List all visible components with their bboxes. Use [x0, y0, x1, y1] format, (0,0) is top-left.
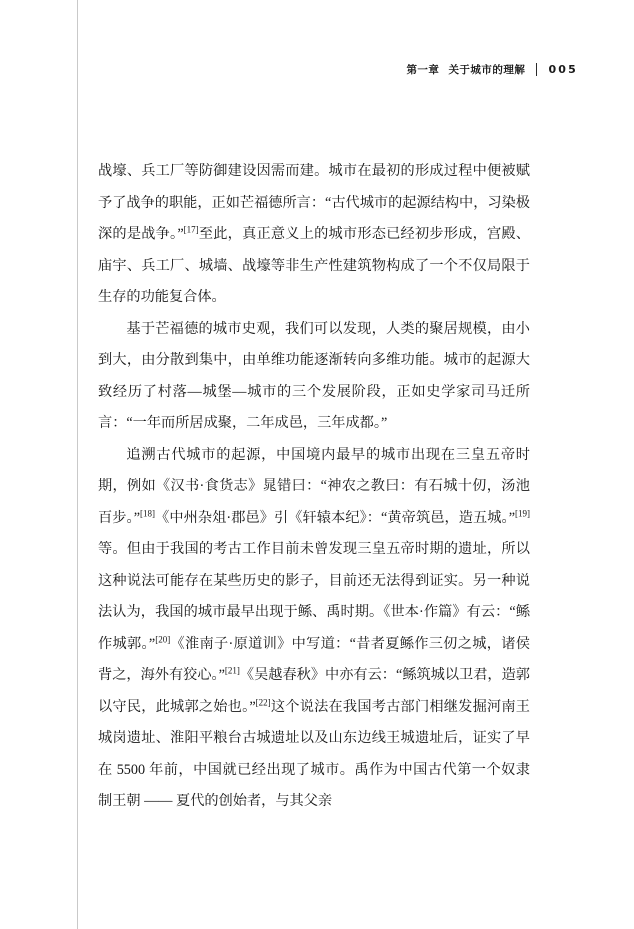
footnote-marker: [20]: [155, 633, 171, 644]
paragraph-1: 战壕、兵工厂等防御建设因需而建。城市在最初的形成过程中便被赋予了战争的职能，正如芒福德所言：“古代城市的起源结构中，习染极深的是战争。”[17]至此，真正意义上的城市形态已经初步形成，宫殿、庙宇、兵工厂、城墙、战壕等非生产性建筑物构成了一个不仅局限于生存的功能复合体。: [98, 163, 530, 305]
page-number: 005: [548, 63, 578, 76]
running-header: [406, 62, 578, 77]
header-chapter-title: 关于城市的理解: [448, 64, 526, 76]
paragraph-2: 基于芒福德的城市史观，我们可以发现，人类的聚居规模，由小到大，由分散到集中，由单维功能逐渐转向多维功能。城市的起源大致经历了村落—城堡—城市的三个发展阶段，正如史学家司马迁所言：“一年而所居成聚，二年成邑，三年成都。”: [98, 320, 530, 431]
body-text: [98, 156, 530, 818]
footnote-marker: [22]: [255, 696, 271, 707]
footnote-marker: [17]: [183, 224, 199, 235]
paragraph-3: 追溯古代城市的起源，中国境内最早的城市出现在三皇五帝时期，例如《汉书·食货志》晁错曰：“神农之教曰：有石城十仞，汤池百步。”[18]《中州杂俎·郡邑》引《轩辕本纪》：“黄帝筑邑，造五城。”[19]等。但由于我国的考古工作目前未曾发现三皇五帝时期的遗址，所以这种说法可能存在某些历史的影子，目前还无法得到证实。另一种说法认为，我国的城市最早出现于鲧、禹时期。《世本·作篇》有云：“鲧作城郭。”[20]《淮南子·原道训》中写道：“昔者夏鲧作三仞之城，诸侯背之，海外有狡心。”[21]《吴越春秋》中亦有云：“鲧筑城以卫君，造郭以守民，此城郭之始也。”[22]这个说法在我国考古部门相继发掘河南王城岗遗址、淮阳平粮台古城遗址以及山东边线王城遗址后，证实了早在 5500 年前，中国就已经出现了城市。禹作为中国古代第一个奴隶制王朝 —— 夏代的创始者，与其父亲: [98, 446, 530, 809]
footnote-marker: [21]: [224, 665, 240, 676]
footnote-marker: [18]: [140, 507, 155, 518]
header-chapter-number: 第一章: [406, 64, 440, 76]
page-left-rule: [77, 0, 78, 929]
footnote-marker: [19]: [515, 507, 530, 518]
header-divider-icon: [536, 63, 537, 76]
